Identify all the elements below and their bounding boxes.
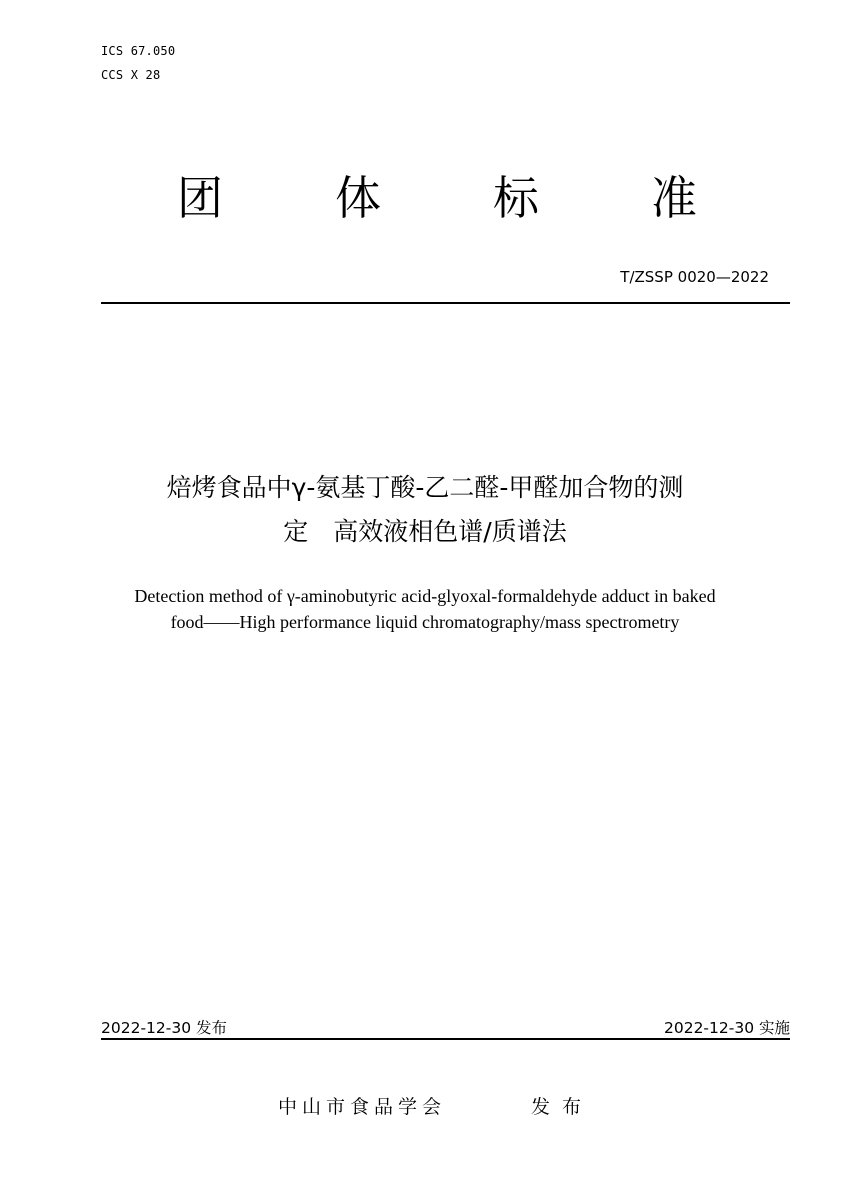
header-divider xyxy=(101,302,790,304)
publish-label: 发布 xyxy=(531,1096,594,1118)
publisher-name: 中山市食品学会 xyxy=(278,1096,447,1118)
standard-type-title xyxy=(101,168,741,234)
english-title-line-2: food——High performance liquid chromatography/mass spectrometry xyxy=(170,612,680,632)
footer-divider xyxy=(101,1038,790,1040)
chinese-title-line-2: 定 高效液相色谱/质谱法 xyxy=(283,517,567,546)
ccs-code: CCS X 28 xyxy=(101,68,161,82)
publisher-row xyxy=(0,1093,850,1123)
title-char-2: 体 xyxy=(335,171,381,225)
title-char-4: 准 xyxy=(651,171,697,225)
title-char-1: 团 xyxy=(177,171,223,225)
ics-code: ICS 67.050 xyxy=(101,44,176,58)
english-title-line-1: Detection method of γ-aminobutyric acid-glyoxal-formaldehyde adduct in baked xyxy=(134,586,716,606)
chinese-title-line-1: 焙烤食品中γ-氨基丁酸-乙二醛-甲醛加合物的测 xyxy=(166,473,684,502)
title-char-3: 标 xyxy=(493,171,539,225)
implementation-date: 2022-12-30 实施 xyxy=(663,1019,790,1037)
issue-date: 2022-12-30 发布 xyxy=(101,1019,228,1037)
english-title xyxy=(90,583,760,635)
chinese-title xyxy=(60,466,790,554)
standard-number: T/ZSSP 0020—2022 xyxy=(620,268,769,286)
